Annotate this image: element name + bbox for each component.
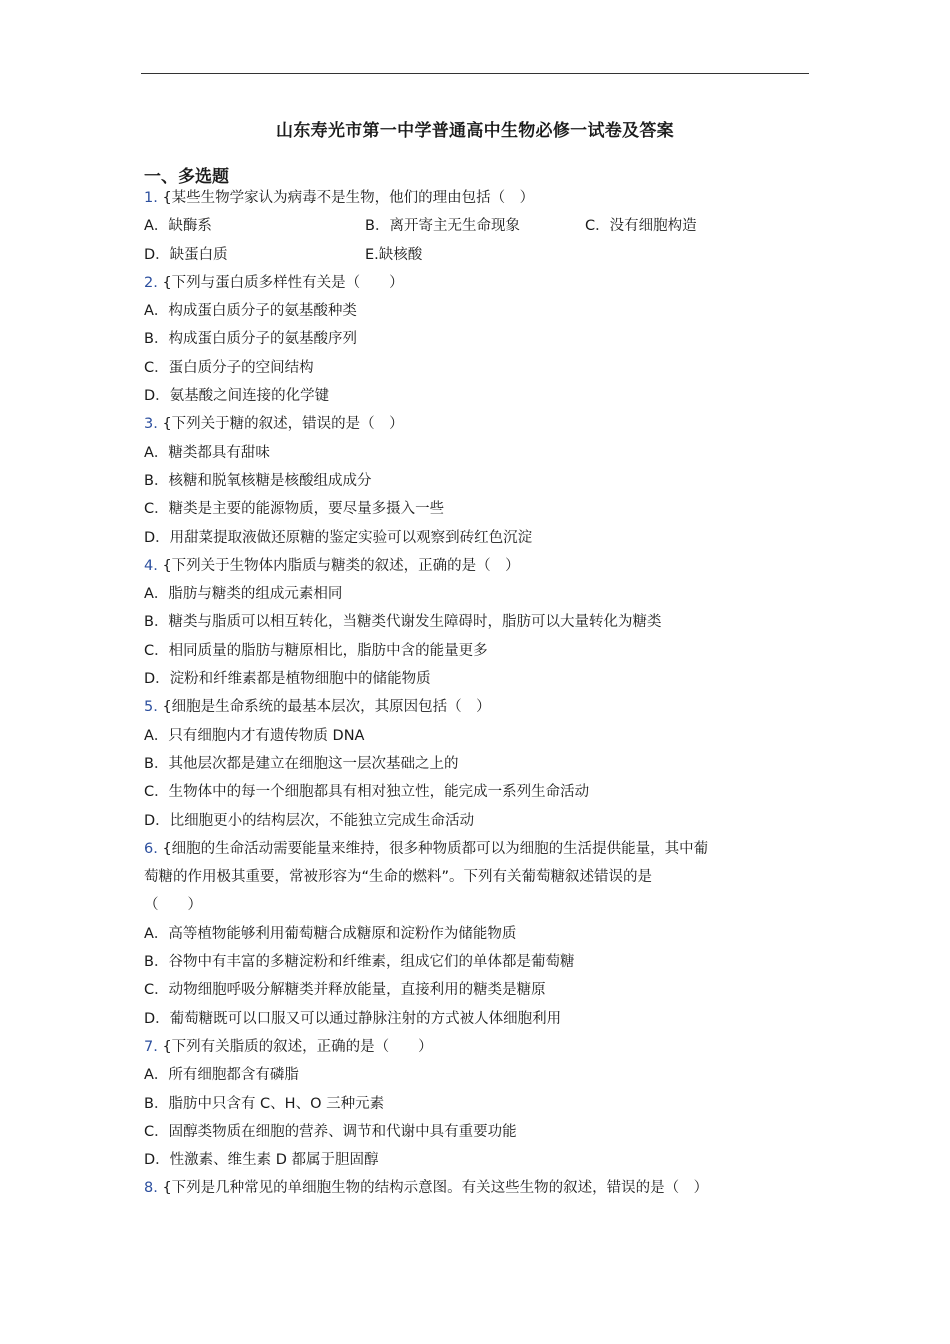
- question-number: 2.: [144, 274, 158, 291]
- option-b: B．谷物中有丰富的多糖淀粉和纤维素，组成它们的单体都是葡萄糖: [144, 954, 575, 971]
- question-number: 8.: [144, 1180, 158, 1197]
- question-text: {细胞的生命活动需要能量来维持，很多种物质都可以为细胞的生活提供能量，其中葡: [162, 840, 709, 857]
- question-text: {细胞是生命系统的最基本层次，其原因包括（ ）: [162, 699, 491, 716]
- question-stem: [144, 269, 809, 297]
- page-title: 山东寿光市第一中学普通高中生物必修一试卷及答案: [276, 121, 674, 141]
- question-text-continued: 萄糖的作用极其重要，常被形容为“生命的燃料”。下列有关葡萄糖叙述错误的是: [144, 869, 653, 886]
- option-b: B．脂肪中只含有 C、H、O 三种元素: [144, 1095, 385, 1112]
- question-number: 4.: [144, 557, 158, 574]
- question-number: 6.: [144, 840, 158, 857]
- option-b: B．其他层次都是建立在细胞这一层次基础之上的: [144, 755, 459, 772]
- option-c: C．动物细胞呼吸分解糖类并释放能量，直接利用的糖类是糖原: [144, 982, 546, 999]
- option-a: A．构成蛋白质分子的氨基酸种类: [144, 303, 357, 320]
- question-number: 3.: [144, 416, 158, 433]
- option-b: B．核糖和脱氧核糖是核酸组成成分: [144, 472, 372, 489]
- option-d: D．比细胞更小的结构层次，不能独立完成生命活动: [144, 812, 475, 829]
- option-b: B．糖类与脂质可以相互转化，当糖类代谢发生障碍时，脂肪可以大量转化为糖类: [144, 614, 662, 631]
- option-c: C．相同质量的脂肪与糖原相比，脂肪中含的能量更多: [144, 642, 488, 659]
- option-a: A．高等植物能够利用葡萄糖合成糖原和淀粉作为储能物质: [144, 925, 517, 942]
- question-number: 7.: [144, 1038, 158, 1055]
- option-d: D．淀粉和纤维素都是植物细胞中的储能物质: [144, 671, 431, 688]
- question-text-continued: （ ）: [144, 897, 202, 914]
- question-text: {下列关于糖的叙述，错误的是（ ）: [162, 416, 404, 433]
- option-c: C．没有细胞构造: [585, 218, 697, 235]
- question-stem: [144, 835, 809, 863]
- option-d: D．葡萄糖既可以口服又可以通过静脉注射的方式被人体细胞利用: [144, 1010, 562, 1027]
- option-b: B．离开寄主无生命现象: [365, 218, 520, 235]
- question-stem: [144, 552, 809, 580]
- question-number: 1.: [144, 190, 158, 206]
- option-d: D．氨基酸之间连接的化学键: [144, 388, 330, 405]
- section-heading: 一、多选题: [144, 167, 229, 187]
- option-a: A．糖类都具有甜味: [144, 444, 270, 461]
- question-text: {下列有关脂质的叙述，正确的是（ ）: [162, 1038, 433, 1055]
- question-stem: [144, 410, 809, 438]
- option-a: A．脂肪与糖类的组成元素相同: [144, 586, 343, 603]
- option-row: [144, 212, 809, 240]
- option-c: C．蛋白质分子的空间结构: [144, 359, 314, 376]
- option-b: B．构成蛋白质分子的氨基酸序列: [144, 331, 357, 348]
- question-list: [144, 184, 809, 1203]
- option-c: C．生物体中的每一个细胞都具有相对独立性，能完成一系列生命活动: [144, 784, 590, 801]
- question-number: 5.: [144, 699, 158, 716]
- question-stem: [144, 1033, 809, 1061]
- option-a: A．缺酶系: [144, 218, 212, 235]
- option-e: E.缺核酸: [365, 246, 423, 263]
- question-stem: [144, 693, 809, 721]
- option-c: C．固醇类物质在细胞的营养、调节和代谢中具有重要功能: [144, 1123, 517, 1140]
- question-text: {下列与蛋白质多样性有关是（ ）: [162, 274, 404, 291]
- header-divider: [141, 73, 809, 74]
- question-stem: [144, 184, 809, 212]
- option-a: A．只有细胞内才有遗传物质 DNA: [144, 727, 365, 744]
- question-stem: [144, 1174, 809, 1202]
- option-c: C．糖类是主要的能源物质，要尽量多摄入一些: [144, 501, 445, 518]
- option-d: D．缺蛋白质: [144, 246, 228, 263]
- question-text: {下列是几种常见的单细胞生物的结构示意图。有关这些生物的叙述，错误的是（ ）: [162, 1180, 709, 1197]
- question-text: {某些生物学家认为病毒不是生物，他们的理由包括（ ）: [162, 190, 535, 206]
- option-d: D．性激素、维生素 D 都属于胆固醇: [144, 1152, 379, 1169]
- question-text: {下列关于生物体内脂质与糖类的叙述，正确的是（ ）: [162, 557, 520, 574]
- option-d: D．用甜菜提取液做还原糖的鉴定实验可以观察到砖红色沉淀: [144, 529, 533, 546]
- option-row: [144, 241, 809, 269]
- option-a: A．所有细胞都含有磷脂: [144, 1067, 299, 1084]
